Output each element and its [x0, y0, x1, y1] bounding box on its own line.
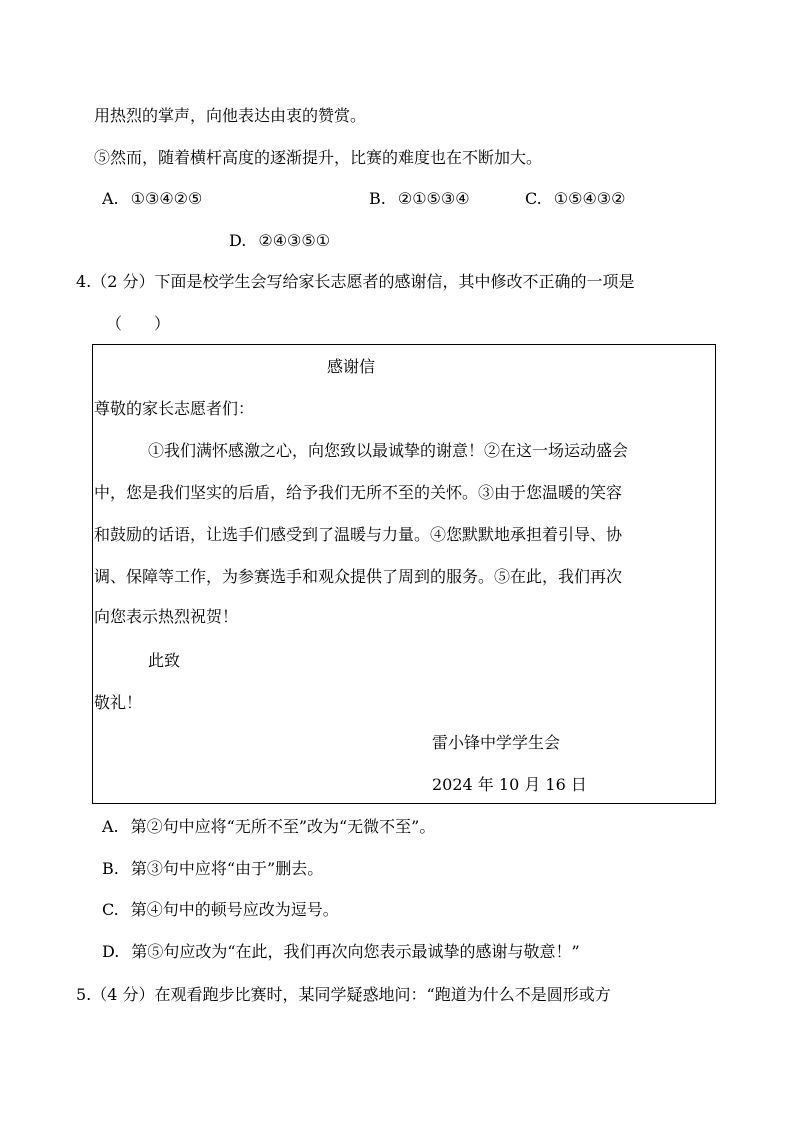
- option-label: D.: [102, 942, 120, 961]
- option-label: D.: [229, 231, 247, 250]
- q4-option-b[interactable]: [102, 859, 323, 879]
- q4-option-c[interactable]: [102, 900, 339, 920]
- q4-stem-line1: [76, 272, 635, 292]
- question-stem: 下面是校学生会写给家长志愿者的感谢信，其中修改不正确的一项是: [154, 272, 635, 291]
- question-number: 5.: [76, 985, 92, 1004]
- letter-body-line: 和鼓励的话语，让选手们感受到了温暖与力量。④您默默地承担着引导、协: [94, 525, 623, 544]
- option-label: A.: [102, 189, 119, 208]
- option-label: C.: [525, 189, 542, 208]
- option-text: 第⑤句应改为“在此，我们再次向您表示最诚挚的感谢与敬意！”: [131, 942, 580, 961]
- question-score: （2 分）: [91, 272, 155, 291]
- q4-option-a[interactable]: [102, 817, 435, 837]
- letter-closing-2: 敬礼！: [94, 693, 143, 712]
- letter-signature: 雷小锋中学学生会: [432, 733, 561, 752]
- question-stem: 在观看跑步比赛时，某同学疑惑地问：“跑道为什么不是圆形或方: [154, 985, 611, 1004]
- option-text: ②①⑤③④: [397, 189, 470, 208]
- letter-body-line: 调、保障等工作，为参赛选手和观众提供了周到的服务。⑤在此，我们再次: [94, 567, 623, 586]
- q3-option-b[interactable]: [369, 189, 470, 209]
- question-score: （4 分）: [91, 985, 155, 1004]
- option-label: A.: [102, 817, 119, 836]
- q4-option-d[interactable]: [102, 942, 580, 962]
- question-number: 4.: [76, 272, 92, 291]
- option-text: 第④句中的顿号应改为逗号。: [130, 900, 339, 919]
- q5-stem-line1: [76, 985, 611, 1005]
- letter-salutation: 尊敬的家长志愿者们：: [94, 399, 255, 418]
- letter-date: 2024 年 10 月 16 日: [432, 775, 587, 794]
- option-text: ①⑤④③②: [553, 189, 626, 208]
- option-text: 第③句中应将“由于”删去。: [130, 859, 324, 878]
- option-label: B.: [102, 859, 119, 878]
- letter-closing-1: 此致: [148, 651, 181, 670]
- option-text: ①③④②⑤: [130, 189, 203, 208]
- q3-text-line2: ⑤然而，随着横杆高度的逐渐提升，比赛的难度也在不断加大。: [94, 148, 543, 167]
- letter-body-line: 向您表示热烈祝贺！: [94, 607, 239, 626]
- letter-body-line: ①我们满怀感激之心，向您致以最诚挚的谢意！②在这一场运动盛会: [148, 441, 629, 460]
- option-label: C.: [102, 900, 119, 919]
- option-text: ②④③⑤①: [258, 231, 331, 250]
- option-label: B.: [369, 189, 386, 208]
- letter-body-line: 中，您是我们坚实的后盾，给予我们无所不至的关怀。③由于您温暖的笑容: [94, 483, 623, 502]
- q3-option-a[interactable]: [102, 189, 202, 209]
- q4-answer-blank[interactable]: （ ）: [106, 314, 171, 333]
- letter-title: 感谢信: [327, 357, 376, 376]
- option-text: 第②句中应将“无所不至”改为“无微不至”。: [130, 817, 436, 836]
- q3-option-c[interactable]: [525, 189, 625, 209]
- q3-text-line1: 用热烈的掌声，向他表达由衷的赞赏。: [94, 106, 367, 125]
- q3-option-d[interactable]: [229, 231, 330, 251]
